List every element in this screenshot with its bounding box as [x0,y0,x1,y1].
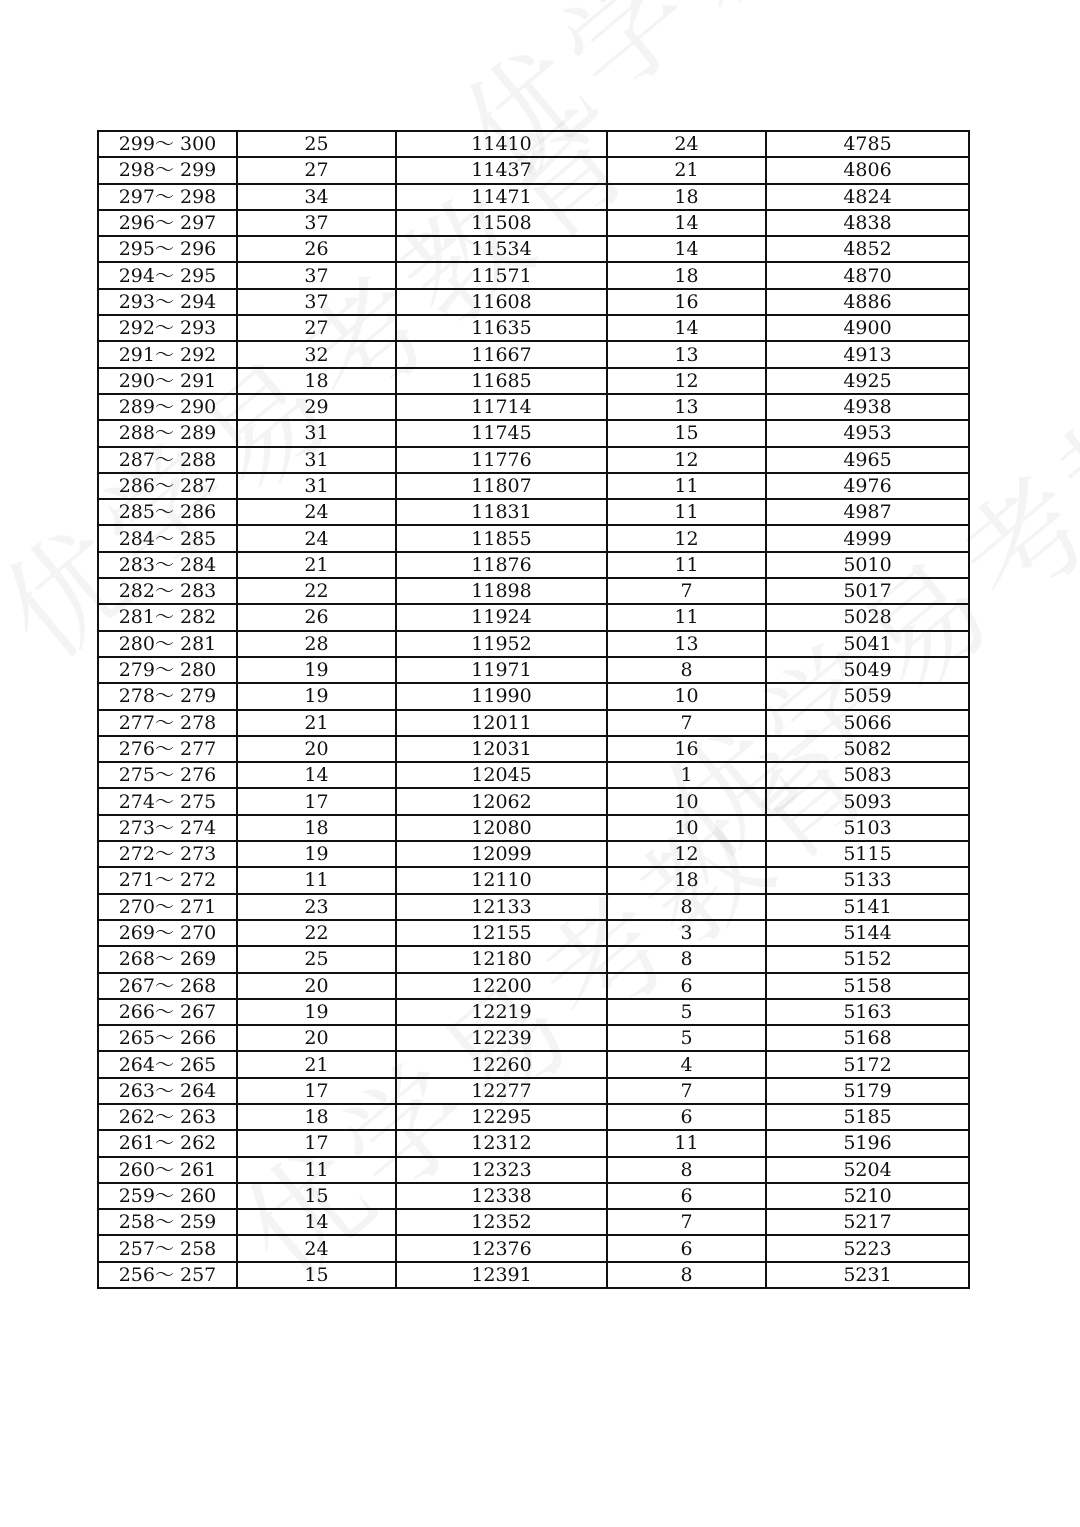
count-b-cell: 12 [607,447,766,473]
count-a-cell: 29 [237,394,396,420]
table-row [98,604,969,630]
cumulative-a-cell: 12011 [396,710,607,736]
cumulative-b-cell: 5144 [766,920,969,946]
cumulative-b-cell: 5066 [766,710,969,736]
table-row [98,1209,969,1235]
cumulative-a-cell: 12312 [396,1130,607,1156]
table-row [98,420,969,446]
count-b-cell: 7 [607,1078,766,1104]
cumulative-a-cell: 11952 [396,631,607,657]
cumulative-b-cell: 5083 [766,762,969,788]
score-range-cell: 264～ 265 [98,1051,237,1077]
cumulative-b-cell: 4824 [766,184,969,210]
cumulative-a-cell: 12352 [396,1209,607,1235]
cumulative-a-cell: 11608 [396,289,607,315]
score-range-cell: 267～ 268 [98,973,237,999]
cumulative-a-cell: 11714 [396,394,607,420]
score-range-cell: 266～ 267 [98,999,237,1025]
table-row [98,841,969,867]
count-a-cell: 18 [237,1104,396,1130]
score-range-cell: 268～ 269 [98,946,237,972]
count-b-cell: 18 [607,262,766,288]
cumulative-b-cell: 5041 [766,631,969,657]
score-range-cell: 271～ 272 [98,867,237,893]
score-range-cell: 280～ 281 [98,631,237,657]
cumulative-b-cell: 5210 [766,1183,969,1209]
cumulative-b-cell: 5049 [766,657,969,683]
cumulative-b-cell: 5141 [766,894,969,920]
cumulative-b-cell: 5133 [766,867,969,893]
table-row [98,762,969,788]
score-range-cell: 258～ 259 [98,1209,237,1235]
table-row [98,236,969,262]
table-row [98,184,969,210]
count-a-cell: 21 [237,552,396,578]
count-a-cell: 24 [237,499,396,525]
count-b-cell: 11 [607,499,766,525]
cumulative-b-cell: 4785 [766,131,969,157]
count-a-cell: 34 [237,184,396,210]
table-row [98,1104,969,1130]
count-a-cell: 11 [237,867,396,893]
score-range-cell: 260～ 261 [98,1157,237,1183]
count-b-cell: 10 [607,788,766,814]
count-a-cell: 27 [237,315,396,341]
cumulative-a-cell: 12062 [396,788,607,814]
cumulative-a-cell: 12323 [396,1157,607,1183]
cumulative-a-cell: 12338 [396,1183,607,1209]
count-a-cell: 17 [237,788,396,814]
score-range-cell: 290～ 291 [98,368,237,394]
score-range-cell: 287～ 288 [98,447,237,473]
cumulative-b-cell: 4870 [766,262,969,288]
cumulative-a-cell: 12099 [396,841,607,867]
count-b-cell: 16 [607,289,766,315]
score-range-cell: 288～ 289 [98,420,237,446]
cumulative-a-cell: 11876 [396,552,607,578]
cumulative-b-cell: 5179 [766,1078,969,1104]
count-a-cell: 18 [237,815,396,841]
count-a-cell: 18 [237,368,396,394]
count-a-cell: 19 [237,683,396,709]
cumulative-a-cell: 11437 [396,157,607,183]
count-b-cell: 14 [607,210,766,236]
count-a-cell: 19 [237,657,396,683]
score-range-cell: 261～ 262 [98,1130,237,1156]
score-range-cell: 281～ 282 [98,604,237,630]
table-row [98,920,969,946]
cumulative-b-cell: 4953 [766,420,969,446]
count-b-cell: 8 [607,946,766,972]
cumulative-a-cell: 11410 [396,131,607,157]
cumulative-a-cell: 12045 [396,762,607,788]
cumulative-a-cell: 11971 [396,657,607,683]
score-range-cell: 276～ 277 [98,736,237,762]
score-distribution-table [97,130,970,1289]
cumulative-b-cell: 5163 [766,999,969,1025]
cumulative-a-cell: 12080 [396,815,607,841]
count-a-cell: 17 [237,1078,396,1104]
cumulative-a-cell: 12031 [396,736,607,762]
table-row [98,736,969,762]
cumulative-b-cell: 5204 [766,1157,969,1183]
cumulative-b-cell: 4987 [766,499,969,525]
count-a-cell: 21 [237,710,396,736]
table-row [98,1183,969,1209]
score-range-cell: 285～ 286 [98,499,237,525]
cumulative-b-cell: 5223 [766,1235,969,1261]
table-row [98,1235,969,1261]
cumulative-a-cell: 12260 [396,1051,607,1077]
cumulative-b-cell: 5103 [766,815,969,841]
count-a-cell: 22 [237,578,396,604]
count-a-cell: 20 [237,736,396,762]
count-b-cell: 11 [607,552,766,578]
count-a-cell: 31 [237,420,396,446]
count-a-cell: 28 [237,631,396,657]
table-row [98,631,969,657]
count-a-cell: 25 [237,131,396,157]
cumulative-b-cell: 4999 [766,525,969,551]
table-row [98,999,969,1025]
count-a-cell: 22 [237,920,396,946]
table-row [98,315,969,341]
count-b-cell: 6 [607,973,766,999]
cumulative-a-cell: 12376 [396,1235,607,1261]
score-range-cell: 294～ 295 [98,262,237,288]
score-range-cell: 291～ 292 [98,341,237,367]
table-row [98,973,969,999]
cumulative-a-cell: 11990 [396,683,607,709]
count-b-cell: 1 [607,762,766,788]
cumulative-a-cell: 12155 [396,920,607,946]
count-a-cell: 17 [237,1130,396,1156]
table-row [98,578,969,604]
cumulative-b-cell: 4938 [766,394,969,420]
score-range-cell: 292～ 293 [98,315,237,341]
table-row [98,1078,969,1104]
cumulative-b-cell: 4900 [766,315,969,341]
count-a-cell: 14 [237,1209,396,1235]
cumulative-b-cell: 5010 [766,552,969,578]
cumulative-b-cell: 5231 [766,1262,969,1288]
table-body [98,131,969,1288]
count-b-cell: 11 [607,604,766,630]
cumulative-b-cell: 5017 [766,578,969,604]
score-range-cell: 257～ 258 [98,1235,237,1261]
cumulative-a-cell: 12219 [396,999,607,1025]
count-b-cell: 8 [607,1262,766,1288]
count-a-cell: 15 [237,1262,396,1288]
cumulative-b-cell: 5217 [766,1209,969,1235]
table-row [98,683,969,709]
cumulative-b-cell: 5093 [766,788,969,814]
cumulative-a-cell: 12277 [396,1078,607,1104]
cumulative-b-cell: 5168 [766,1025,969,1051]
count-b-cell: 6 [607,1104,766,1130]
count-a-cell: 21 [237,1051,396,1077]
cumulative-a-cell: 11807 [396,473,607,499]
count-b-cell: 11 [607,1130,766,1156]
count-a-cell: 14 [237,762,396,788]
table-row [98,657,969,683]
score-range-cell: 269～ 270 [98,920,237,946]
count-a-cell: 27 [237,157,396,183]
cumulative-b-cell: 5158 [766,973,969,999]
table-row [98,341,969,367]
table-row [98,473,969,499]
table-row [98,157,969,183]
count-a-cell: 26 [237,236,396,262]
cumulative-a-cell: 11855 [396,525,607,551]
count-a-cell: 20 [237,973,396,999]
table-row [98,1130,969,1156]
score-range-cell: 265～ 266 [98,1025,237,1051]
cumulative-b-cell: 4976 [766,473,969,499]
count-b-cell: 4 [607,1051,766,1077]
count-b-cell: 5 [607,999,766,1025]
count-a-cell: 37 [237,262,396,288]
cumulative-a-cell: 12239 [396,1025,607,1051]
cumulative-b-cell: 5082 [766,736,969,762]
cumulative-b-cell: 5196 [766,1130,969,1156]
table-row [98,394,969,420]
score-range-cell: 289～ 290 [98,394,237,420]
cumulative-a-cell: 11508 [396,210,607,236]
score-range-cell: 259～ 260 [98,1183,237,1209]
table-row [98,368,969,394]
cumulative-b-cell: 4965 [766,447,969,473]
cumulative-b-cell: 5028 [766,604,969,630]
cumulative-a-cell: 11534 [396,236,607,262]
count-a-cell: 37 [237,289,396,315]
cumulative-a-cell: 12110 [396,867,607,893]
score-range-cell: 284～ 285 [98,525,237,551]
cumulative-a-cell: 12133 [396,894,607,920]
cumulative-a-cell: 12295 [396,1104,607,1130]
count-b-cell: 14 [607,236,766,262]
count-b-cell: 3 [607,920,766,946]
score-range-cell: 282～ 283 [98,578,237,604]
count-b-cell: 18 [607,184,766,210]
count-a-cell: 25 [237,946,396,972]
count-a-cell: 20 [237,1025,396,1051]
score-range-cell: 272～ 273 [98,841,237,867]
count-b-cell: 12 [607,525,766,551]
table-row [98,867,969,893]
cumulative-a-cell: 11831 [396,499,607,525]
cumulative-a-cell: 12180 [396,946,607,972]
count-b-cell: 13 [607,341,766,367]
table-row [98,499,969,525]
table-row [98,815,969,841]
cumulative-a-cell: 11745 [396,420,607,446]
cumulative-a-cell: 11924 [396,604,607,630]
score-range-cell: 274～ 275 [98,788,237,814]
count-b-cell: 8 [607,657,766,683]
count-a-cell: 31 [237,473,396,499]
count-b-cell: 13 [607,394,766,420]
cumulative-a-cell: 12200 [396,973,607,999]
count-b-cell: 10 [607,815,766,841]
cumulative-b-cell: 4925 [766,368,969,394]
table-row [98,1025,969,1051]
score-range-cell: 286～ 287 [98,473,237,499]
table-row [98,894,969,920]
cumulative-b-cell: 5059 [766,683,969,709]
score-range-cell: 296～ 297 [98,210,237,236]
count-a-cell: 19 [237,999,396,1025]
score-range-cell: 295～ 296 [98,236,237,262]
cumulative-b-cell: 4852 [766,236,969,262]
score-range-cell: 275～ 276 [98,762,237,788]
count-b-cell: 7 [607,578,766,604]
count-a-cell: 37 [237,210,396,236]
cumulative-b-cell: 4886 [766,289,969,315]
table-row [98,552,969,578]
count-b-cell: 12 [607,368,766,394]
count-a-cell: 11 [237,1157,396,1183]
score-range-cell: 283～ 284 [98,552,237,578]
count-a-cell: 24 [237,525,396,551]
score-range-cell: 299～ 300 [98,131,237,157]
count-b-cell: 21 [607,157,766,183]
count-b-cell: 6 [607,1235,766,1261]
score-range-cell: 293～ 294 [98,289,237,315]
table-row [98,946,969,972]
table-row [98,710,969,736]
count-b-cell: 14 [607,315,766,341]
count-a-cell: 19 [237,841,396,867]
table-row [98,289,969,315]
score-range-cell: 298～ 299 [98,157,237,183]
table-row [98,131,969,157]
score-range-cell: 273～ 274 [98,815,237,841]
cumulative-a-cell: 11571 [396,262,607,288]
table-row [98,210,969,236]
score-range-cell: 297～ 298 [98,184,237,210]
count-b-cell: 13 [607,631,766,657]
count-b-cell: 8 [607,894,766,920]
table-row [98,1051,969,1077]
count-b-cell: 24 [607,131,766,157]
cumulative-b-cell: 5152 [766,946,969,972]
cumulative-b-cell: 4913 [766,341,969,367]
count-b-cell: 16 [607,736,766,762]
score-range-cell: 278～ 279 [98,683,237,709]
count-b-cell: 10 [607,683,766,709]
cumulative-b-cell: 5115 [766,841,969,867]
score-range-cell: 270～ 271 [98,894,237,920]
cumulative-a-cell: 11635 [396,315,607,341]
count-a-cell: 23 [237,894,396,920]
cumulative-a-cell: 12391 [396,1262,607,1288]
count-a-cell: 32 [237,341,396,367]
table-row [98,262,969,288]
count-b-cell: 5 [607,1025,766,1051]
cumulative-b-cell: 4806 [766,157,969,183]
cumulative-b-cell: 5185 [766,1104,969,1130]
count-b-cell: 7 [607,1209,766,1235]
cumulative-a-cell: 11685 [396,368,607,394]
table-row [98,788,969,814]
cumulative-b-cell: 4838 [766,210,969,236]
score-range-cell: 263～ 264 [98,1078,237,1104]
table-row [98,525,969,551]
score-range-cell: 262～ 263 [98,1104,237,1130]
table-row [98,447,969,473]
count-b-cell: 12 [607,841,766,867]
cumulative-a-cell: 11898 [396,578,607,604]
cumulative-a-cell: 11667 [396,341,607,367]
count-b-cell: 11 [607,473,766,499]
count-b-cell: 7 [607,710,766,736]
score-range-cell: 277～ 278 [98,710,237,736]
table-row [98,1262,969,1288]
count-b-cell: 15 [607,420,766,446]
count-a-cell: 24 [237,1235,396,1261]
cumulative-b-cell: 5172 [766,1051,969,1077]
count-a-cell: 15 [237,1183,396,1209]
count-b-cell: 6 [607,1183,766,1209]
score-range-cell: 256～ 257 [98,1262,237,1288]
count-a-cell: 26 [237,604,396,630]
count-b-cell: 18 [607,867,766,893]
table-row [98,1157,969,1183]
score-range-cell: 279～ 280 [98,657,237,683]
count-b-cell: 8 [607,1157,766,1183]
cumulative-a-cell: 11471 [396,184,607,210]
count-a-cell: 31 [237,447,396,473]
cumulative-a-cell: 11776 [396,447,607,473]
